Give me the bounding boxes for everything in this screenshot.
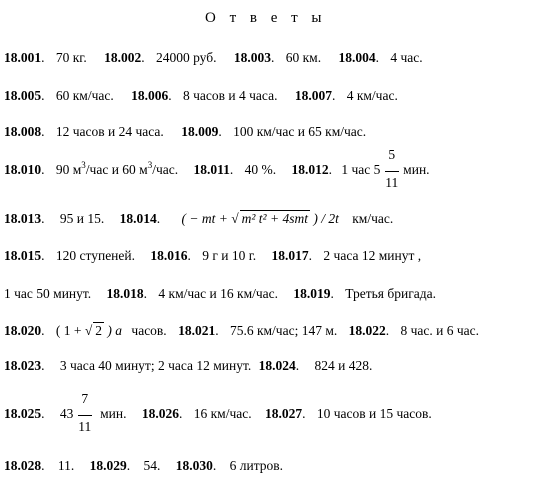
fraction-numerator: 7 xyxy=(81,390,89,406)
answer-text: 6 литров. xyxy=(229,458,284,473)
answer-row: 18.005. 60 км/час. 18.006. 8 часов и 4 часа. 18.007. 4 км/час. xyxy=(4,88,398,103)
problem-number: 18.021 xyxy=(178,323,216,338)
problem-number: 18.026 xyxy=(141,406,179,421)
answer-text: 9 г и 10 г. xyxy=(202,248,257,263)
problem-number: 18.002 xyxy=(104,50,142,65)
answer-text: 2 часа 12 минут , xyxy=(323,248,422,263)
answer-row: 18.020. ( 1 + √ 2 ) a часов. 18.021. 75.6 км/час; 147 м. 18.022. 8 час. и 6 час. xyxy=(4,323,480,338)
problem-number: 18.019 xyxy=(293,286,331,301)
problem-number: 18.011 xyxy=(193,162,230,177)
problem-number: 18.015 xyxy=(4,248,42,263)
answer-text: 24000 руб. xyxy=(155,50,217,65)
fraction-bar xyxy=(385,171,399,172)
answer-text-part: часов. xyxy=(131,323,167,338)
answer-text: 10 часов и 15 часов. xyxy=(316,406,432,421)
problem-number: 18.001 xyxy=(4,50,42,65)
answer-row: 18.015. 120 ступеней. 18.016. 9 г и 10 г. 18.017. 2 часа 12 минут , xyxy=(4,248,422,263)
problem-number: 18.028 xyxy=(4,458,42,473)
formula-radicand: 2 xyxy=(95,323,103,338)
answer-text: 8 час. и 6 час. xyxy=(400,323,480,338)
problem-number: 18.009 xyxy=(181,124,219,139)
answer-row: 18.001. 70 кг. 18.002. 24000 руб. 18.003. 60 км. 18.004. 4 час. xyxy=(4,50,423,65)
formula-radicand: m² t² + 4smt xyxy=(241,211,308,226)
answer-text: 95 и 15. xyxy=(59,211,105,226)
problem-number: 18.010 xyxy=(4,162,42,177)
answer-row: 18.008. 12 часов и 24 часа. 18.009. 100 км/час и 65 км/час. xyxy=(4,124,367,139)
problem-number: 18.018 xyxy=(106,286,144,301)
answer-row: 18.010. 90 $м^3$/час и 60 $м^3$/час. 18.011. 40 %. 18.012. 1 час 5 $\frac{5}{11}$ мин. xyxy=(4,146,430,190)
answers-title: О т в е т ы xyxy=(205,10,327,26)
answer-text: 60 км/час. xyxy=(55,88,114,103)
problem-number: 18.025 xyxy=(4,406,42,421)
answer-text: 4 час. xyxy=(390,50,423,65)
problem-number: 18.027 xyxy=(265,406,303,421)
fraction-denominator: 11 xyxy=(78,418,92,434)
problem-number: 18.020 xyxy=(4,323,42,338)
problem-number: 18.024 xyxy=(258,358,296,373)
answer-text: Третья бригада. xyxy=(345,286,436,301)
problem-number: 18.022 xyxy=(348,323,386,338)
problem-number: 18.017 xyxy=(271,248,309,263)
fraction-bar xyxy=(78,415,92,416)
formula-part: ( − mt + xyxy=(181,211,232,226)
answer-text: 824 и 428. xyxy=(314,358,373,373)
answer-text-part: 90 м xyxy=(55,162,82,177)
answer-text-part: мин. xyxy=(403,162,430,177)
problem-number: 18.029 xyxy=(89,458,127,473)
problem-number: 18.006 xyxy=(131,88,169,103)
answer-text: 70 кг. xyxy=(55,50,87,65)
answer-text: 100 км/час и 65 км/час. xyxy=(233,124,367,139)
answer-text: 3 часа 40 минут; 2 часа 12 минут. xyxy=(59,358,252,373)
answer-row: 18.028. 11. 18.029. 54. 18.030. 6 литров. xyxy=(4,458,284,473)
answer-text-part: 43 xyxy=(59,406,74,421)
answer-text: 120 ступеней. xyxy=(55,248,135,263)
answer-continuation: 1 час 50 минут. xyxy=(4,286,92,301)
superscript: 3 xyxy=(81,160,86,170)
answer-text: 16 км/час. xyxy=(193,406,252,421)
answer-text: 54. xyxy=(143,458,161,473)
answer-row: 18.023. 3 часа 40 минут; 2 часа 12 минут. 18.024. 824 и 428. xyxy=(4,358,373,373)
answer-text-part: мин. xyxy=(100,406,127,421)
answer-row: 1 час 50 минут. 18.018. 4 км/час и 16 км/час. 18.019. Третья бригада. xyxy=(4,286,436,301)
fraction-denominator: 11 xyxy=(385,174,399,190)
answer-text: 11. xyxy=(57,458,75,473)
formula-part: ( 1 + xyxy=(55,323,85,338)
answer-text-part: /час. xyxy=(152,162,179,177)
answer-text: 4 км/час и 16 км/час. xyxy=(158,286,279,301)
problem-number: 18.030 xyxy=(175,458,213,473)
answer-text: 12 часов и 24 часа. xyxy=(55,124,164,139)
answer-text-part: /час и 60 м xyxy=(85,162,148,177)
answer-text: 60 км. xyxy=(285,50,322,65)
answer-row: 18.025. 43 $\frac{7}{11}$ мин. 18.026. 16 км/час. 18.027. 10 часов и 15 часов. xyxy=(4,390,432,434)
answer-text: 75.6 км/час; 147 м. xyxy=(229,323,338,338)
problem-number: 18.016 xyxy=(150,248,188,263)
formula-part: ) a xyxy=(104,323,123,338)
problem-number: 18.012 xyxy=(291,162,329,177)
problem-number: 18.008 xyxy=(4,124,42,139)
formula-part: ) / 2t xyxy=(309,211,339,226)
fraction xyxy=(77,390,93,434)
problem-number: 18.013 xyxy=(4,211,42,226)
problem-number: 18.023 xyxy=(4,358,42,373)
fraction-numerator: 5 xyxy=(388,146,396,162)
answer-text-part: км/час. xyxy=(352,211,394,226)
fraction xyxy=(384,146,400,190)
problem-number: 18.007 xyxy=(294,88,332,103)
problem-number: 18.005 xyxy=(4,88,42,103)
problem-number: 18.003 xyxy=(233,50,271,65)
answer-text-part: 1 час 5 xyxy=(341,162,381,177)
answer-text: 40 %. xyxy=(244,162,277,177)
superscript: 3 xyxy=(147,160,153,170)
problem-number: 18.014 xyxy=(119,211,157,226)
answer-text: 4 км/час. xyxy=(346,88,398,103)
answer-text: 8 часов и 4 часа. xyxy=(183,88,278,103)
answer-row: 18.013. 95 и 15. 18.014. ( − mt + √ m² t² + 4smt ) / 2t км/час. xyxy=(4,211,394,226)
problem-number: 18.004 xyxy=(338,50,376,65)
